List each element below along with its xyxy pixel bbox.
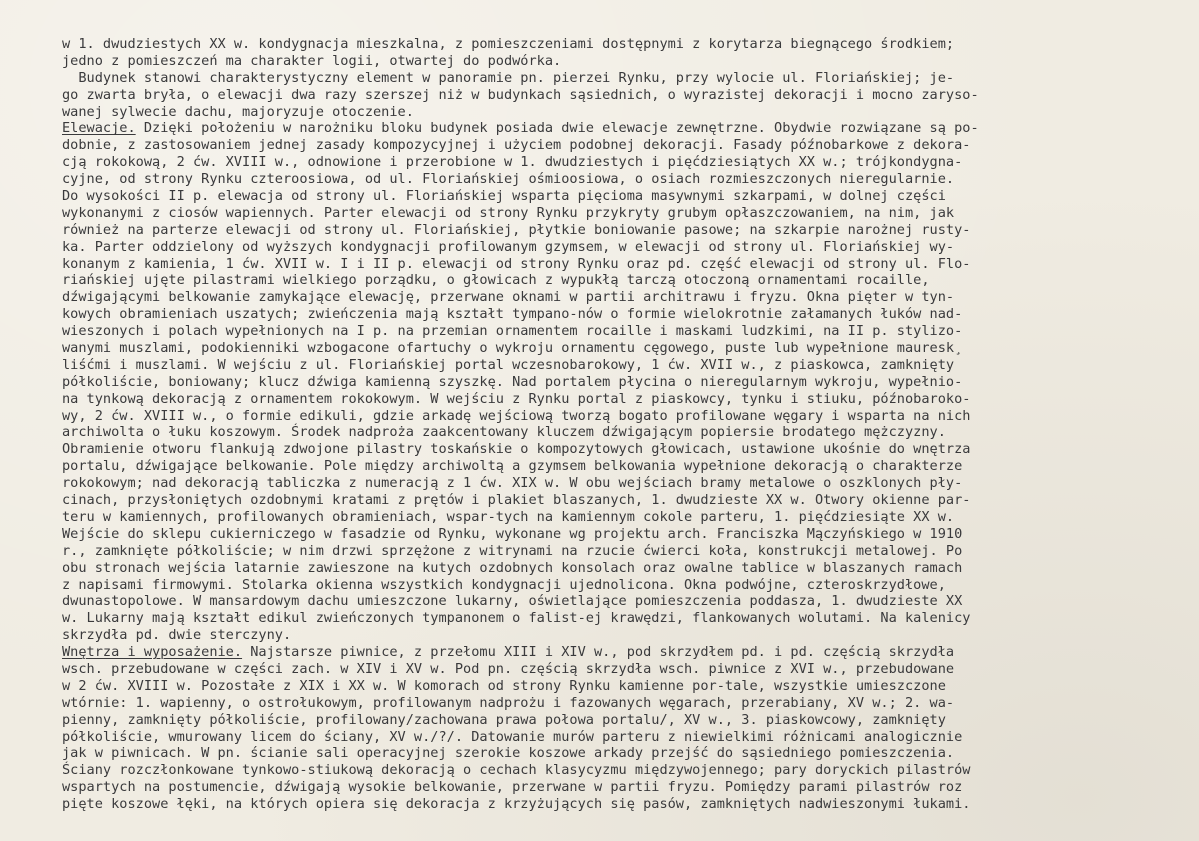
typescript-body <box>62 36 1196 813</box>
text-line <box>62 272 1196 289</box>
line-text: na tynkową dekoracją z ornamentem rokokowym. W wejściu z Rynku portal z piaskowcy, tynku i stiuku, późnobaroko- <box>62 390 971 407</box>
line-text: rokokowym; nad dekoracją tabliczka z numeracją z 1 ćw. XIX w. W obu wejściach bramy metalowe o oszklonych pły- <box>62 475 963 492</box>
line-text: dwunastopolowe. W mansardowym dachu umieszczone lukarny, oświetlające pomieszczenia poddasza, 1. dwudzieste XX <box>62 593 963 610</box>
text-line <box>62 306 1196 323</box>
text-line <box>62 661 1196 678</box>
text-line <box>62 171 1196 188</box>
text-line <box>62 492 1196 509</box>
line-text: cją rokokową, 2 ćw. XVIII w., odnowione i przerobione w 1. dwudziestych i pięćdziesiątych XX w.; trójkondygna- <box>62 154 963 171</box>
text-line <box>62 627 1196 644</box>
text-line <box>62 543 1196 560</box>
text-line <box>62 188 1196 205</box>
section-heading: Elewacje. <box>62 120 136 137</box>
line-text: w 2 ćw. XVIII w. Pozostałe z XIX i XX w. W komorach od strony Rynku kamienne por-tale, wszystkie umieszczone <box>62 677 946 694</box>
line-text: portalu, dźwigające belkowanie. Pole między archiwoltą a gzymsem belkowania wypełnione dekoracją o charakterze <box>62 458 963 475</box>
text-line <box>62 475 1196 492</box>
text-line <box>62 391 1196 408</box>
text-line <box>62 104 1196 121</box>
text-line <box>62 458 1196 475</box>
text-line <box>62 205 1196 222</box>
text-line <box>62 120 1196 137</box>
line-text: jak w piwnicach. W pn. ścianie sali operacyjnej szerokie koszowe arkady przejść do sąsiedniego pomieszczenia. <box>62 745 955 762</box>
text-line <box>62 779 1196 796</box>
line-text: Dzięki położeniu w narożniku bloku budynek posiada dwie elewacje zewnętrzne. Obydwie rozwiązane są po- <box>135 120 979 137</box>
line-text: wanej sylwecie dachu, majoryzuje otoczenie. <box>62 103 414 120</box>
text-line <box>62 408 1196 425</box>
line-text: Najstarsze piwnice, z przełomu XIII i XIV w., pod skrzydłem pd. i pd. częścią skrzydła <box>242 644 955 661</box>
text-line <box>62 509 1196 526</box>
section-heading: Wnętrza i wyposażenie. <box>62 644 243 661</box>
text-line <box>62 762 1196 779</box>
text-line <box>62 678 1196 695</box>
line-text: pienny, zamknięty półkoliście, profilowany/zachowana prawa połowa portalu/, XV w., 3. piaskowcowy, zamknięty <box>62 711 946 728</box>
line-text: konanym z kamienia, 1 ćw. XVII w. I i II p. elewacji od strony Rynku oraz pd. część elewacji od strony ul. Flo- <box>62 255 971 272</box>
text-line <box>62 560 1196 577</box>
text-line <box>62 323 1196 340</box>
line-text: dźwigającymi belkowanie zamykające elewację, przerwane oknami w partii architrawu i fryzu. Okna pięter w tyn- <box>62 289 955 306</box>
line-text: cinach, przysłoniętych ozdobnymi kratami z prętów i plakiet blaszanych, 1. dwudzieste XX w. Otwory okienne par- <box>62 492 971 509</box>
text-line <box>62 424 1196 441</box>
line-text: Do wysokości II p. elewacja od strony ul. Floriańskiej wsparta pięcioma masywnymi szkarpami, w dolnej części <box>62 188 946 205</box>
text-line <box>62 256 1196 273</box>
line-text: wykonanymi z ciosów wapiennych. Parter elewacji od strony Rynku przykryty grubym opłaszczowaniem, na nim, jak <box>62 204 955 221</box>
line-text: wanymi muszlami, podokienniki wzbogacone ofartuchy o wykroju ornamentu cęgowego, puste lub wypełnione mauresk¸ <box>62 340 963 357</box>
text-line <box>62 374 1196 391</box>
line-text: wtórnie: 1. wapienny, o ostrołukowym, profilowanym nadprożu i fazowanych węgarach, przerabiany, XV w.; 2. wa- <box>62 694 955 711</box>
text-line <box>62 796 1196 813</box>
text-line <box>62 610 1196 627</box>
line-text: pięte koszowe łęki, na których opiera się dekoracja z krzyżujących się pasów, zamkniętych nadwieszonymi łukami. <box>62 796 971 813</box>
text-line <box>62 87 1196 104</box>
line-text: z napisami firmowymi. Stolarka okienna wszystkich kondygnacji ujednolicona. Okna podwójne, czteroskrzydłowe, <box>62 576 946 593</box>
line-text: półkoliście, wmurowany licem do ściany, XV w./?/. Datowanie murów parteru z niewielkimi różnicami analogicznie <box>62 728 963 745</box>
line-text: kowych obramieniach uszatych; zwieńczenia mają kształt tympano-nów o formie wielokrotnie załamanych łuków nad- <box>62 306 963 323</box>
line-text: wspartych na postumencie, dźwigają wysokie belkowanie, przerwane w partii fryzu. Pomiędzy parami pilastrów roz <box>62 779 963 796</box>
line-text: dobnie, z zastosowaniem jednej zasady kompozycyjnej i użyciem podobnej dekoracji. Fasady późnobarkowe z dekora- <box>62 137 971 154</box>
text-line <box>62 712 1196 729</box>
text-line <box>62 340 1196 357</box>
line-text: wieszonych i polach wypełnionych na I p. na przemian ornamentem rocaille i maskami ludzkimi, na II p. stylizo- <box>62 323 963 340</box>
line-text: go zwarta bryła, o elewacji dwa razy szerszej niż w budynkach sąsiednich, o wyrazistej dekoracji i mocno zaryso- <box>62 86 979 103</box>
text-line <box>62 222 1196 239</box>
text-line <box>62 695 1196 712</box>
text-line <box>62 239 1196 256</box>
line-text: Obramienie otworu flankują zdwojone pilastry toskańskie o kompozytowych głowicach, ustawione ukośnie do wnętrza <box>62 441 971 458</box>
line-text: jedno z pomieszczeń ma charakter logii, otwartej do podwórka. <box>62 52 562 69</box>
text-line <box>62 644 1196 661</box>
line-text: ka. Parter oddzielony od wyższych kondygnacji profilowanym gzymsem, w elewacji od strony ul. Floriańskiej wy- <box>62 238 955 255</box>
text-line <box>62 36 1196 53</box>
line-text: riańskiej ujęte pilastrami wielkiego porządku, o głowicach z wypukłą tarczą otoczoną ornamentami rocaille, <box>62 272 930 289</box>
text-line <box>62 577 1196 594</box>
line-text: Ściany rozczłonkowane tynkowo-stiukową dekoracją o cechach klasycyzmu międzywojennego; pary doryckich pilastrów <box>62 762 971 779</box>
line-text: r., zamknięte półkoliście; w nim drzwi sprzężone z witrynami na rzucie ćwierci koła, konstrukcji metalowej. Po <box>62 542 963 559</box>
line-text: półkoliście, boniowany; klucz dźwiga kamienną szyszkę. Nad portalem płycina o nieregularnym wykroju, wypełnio- <box>62 373 963 390</box>
line-text: wsch. przebudowane w części zach. w XIV i XV w. Pod pn. częścią skrzydła wsch. piwnice z XVI w., przebudowane <box>62 660 955 677</box>
line-text: również na parterze elewacji od strony ul. Floriańskiej, płytkie boniowanie pasowe; na szkarpie narożnej rusty- <box>62 221 971 238</box>
line-text: wy, 2 ćw. XVIII w., o formie edikuli, gdzie arkadę wejściową tworzą bogato profilowane węgary i wsparta na nich <box>62 407 971 424</box>
text-line <box>62 53 1196 70</box>
line-text: w 1. dwudziestych XX w. kondygnacja mieszkalna, z pomieszczeniami dostępnymi z korytarza biegnącego środkiem; <box>62 36 955 52</box>
text-line <box>62 289 1196 306</box>
line-text: obu stronach wejścia latarnie zawieszone na kutych ozdobnych konsolach oraz owalne tablice w blaszanych ramach <box>62 559 963 576</box>
line-text: Wejście do sklepu cukierniczego w fasadzie od Rynku, wykonane wg projektu arch. Franciszka Mączyńskiego w 1910 <box>62 525 963 542</box>
text-line <box>62 593 1196 610</box>
line-text: w. Lukarny mają kształt edikul zwieńczonych tympanonem o falist-ej krawędzi, flankowanych wolutami. Na kalenicy <box>62 610 971 627</box>
line-text: archiwolta o łuku koszowym. Środek nadproża zaakcentowany kluczem dźwigającym popiersie brodatego mężczyzny. <box>62 424 946 441</box>
text-line <box>62 154 1196 171</box>
text-line <box>62 729 1196 746</box>
line-text: cyjne, od strony Rynku czteroosiowa, od ul. Floriańskiej ośmioosiowa, o osiach rozmieszczonych nieregularnie. <box>62 171 955 188</box>
line-text: teru w kamiennych, profilowanych obramieniach, wspar-tych na kamiennym cokole parteru, 1. pięćdziesiąte XX w. <box>62 508 955 525</box>
text-line <box>62 441 1196 458</box>
text-line <box>62 526 1196 543</box>
text-line <box>62 137 1196 154</box>
text-line <box>62 357 1196 374</box>
line-text: liśćmi i muszlami. W wejściu z ul. Floriańskiej portal wczesnobarokowy, 1 ćw. XVII w., z piaskowca, zamknięty <box>62 356 955 373</box>
line-text: skrzydła pd. dwie sterczyny. <box>62 627 292 644</box>
line-text: Budynek stanowi charakterystyczny element w panoramie pn. pierzei Rynku, przy wylocie ul. Floriańskiej; je- <box>62 69 955 86</box>
text-line <box>62 70 1196 87</box>
text-line <box>62 745 1196 762</box>
